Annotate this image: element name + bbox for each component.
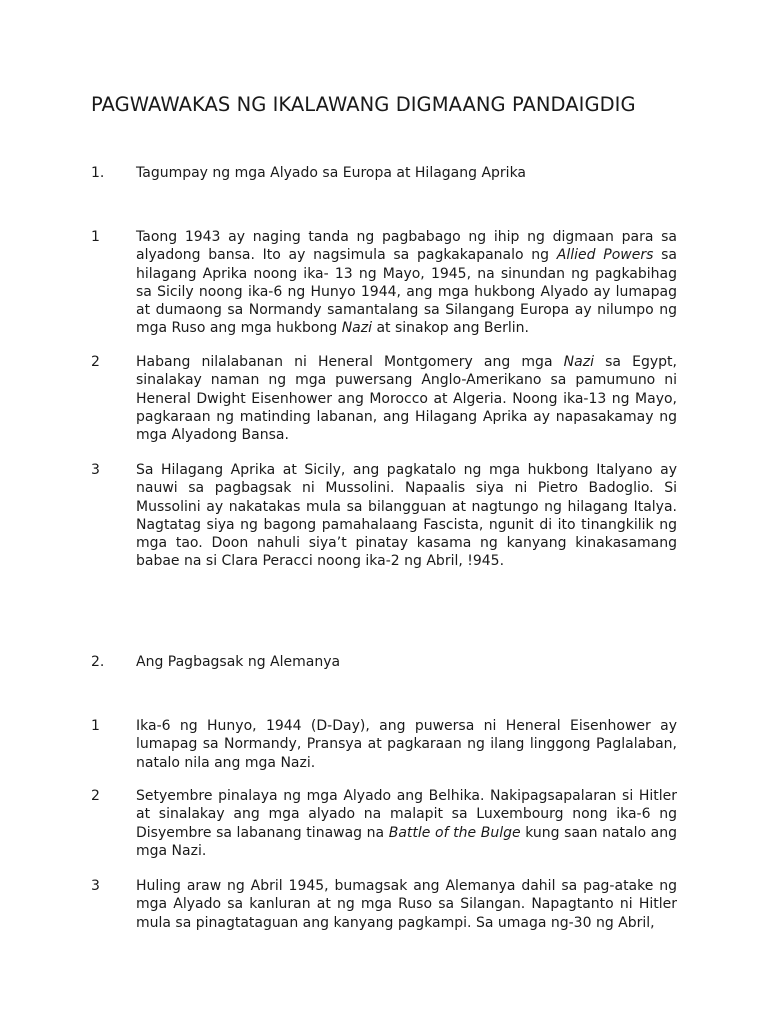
item-number: 3	[91, 878, 100, 894]
text-run: Sa Hilagang Aprika at Sicily, ang pagkatalo ng mga hukbong Italyano ay nauwi sa pagbagsak ni Mussolini. Napaalis siya ni Pietro Badoglio. Si Mussolini ay nakatakas mula sa bilangguan at nagtungo ng hilagang Italya. Nagtatag siya ng bagong pamahalaang Fascista, ngunit di ito tinangkilik ng mga tao. Doon nahuli siya’t pinatay kasama ng kanyang kinakasamang babae na si Clara Peracci noong ika-2 ng Abril, !945.	[136, 462, 677, 570]
text-run: sa Egypt, sinalakay naman ng mga puwersang Anglo-Amerikano sa pamumuno ni Heneral Dwight Eisenhower ang Morocco at Algeria. Noong ika-13 ng Mayo, pagkaraan ng matinding labanan, ang Hilagang Aprika ay napasakamay ng mga Alyadong Bansa.	[136, 354, 677, 444]
item-paragraph	[136, 228, 677, 338]
italic-text-run: Nazi	[341, 320, 372, 337]
text-run: Taong 1943 ay naging tanda ng pagbabago ng ihip ng digmaan para sa alyadong bansa. Ito ay nagsimula sa pagkakapanalo ng	[136, 229, 677, 264]
item-number: 1	[91, 718, 100, 734]
item-paragraph	[136, 787, 677, 860]
italic-text-run: Battle of the Bulge	[388, 824, 521, 841]
section-number: 1.	[91, 165, 105, 181]
text-run: Huling araw ng Abril 1945, bumagsak ang Alemanya dahil sa pag-atake ng mga Alyado sa kanluran at ng mga Ruso sa Silangan. Napagtanto ni Hitler mula sa pinagtataguan ang kanyang pagkampi. Sa umaga ng-30 ng Abril,	[136, 878, 677, 931]
text-run: sa hilagang Aprika noong ika- 13 ng Mayo, 1945, na sinundan ng pagkabihag sa Sicily noong ika-6 ng Hunyo 1944, ang mga hukbong Alyado ay lumapag at dumaong sa Normandy samantalang sa Silangang Europa ay nilumpo ng mga Ruso ang mga hukbong	[136, 247, 677, 337]
item-paragraph	[136, 461, 677, 571]
item-paragraph	[136, 353, 677, 444]
document-title: PAGWAWAKAS NG IKALAWANG DIGMAANG PANDAIGDIG	[91, 93, 636, 116]
italic-text-run: Allied Powers	[556, 247, 654, 264]
item-paragraph	[136, 717, 677, 772]
item-number: 2	[91, 788, 100, 804]
text-run: Setyembre pinalaya ng mga Alyado ang Belhika. Nakipagsapalaran si Hitler at sinalakay ang mga alyado na malapit sa Luxembourg nong ika-6 ng Disyembre sa labanang tinawag na	[136, 788, 677, 841]
text-run: Habang nilalabanan ni Heneral Montgomery ang mga	[136, 354, 564, 370]
text-run: kung saan natalo ang mga Nazi.	[136, 824, 678, 859]
section-number: 2.	[91, 654, 105, 670]
section-heading-text: Tagumpay ng mga Alyado sa Europa at Hilagang Aprika	[136, 165, 527, 181]
italic-text-run: Nazi	[563, 354, 594, 370]
text-run: Ika-6 ng Hunyo, 1944 (D-Day), ang puwersa ni Heneral Eisenhower ay lumapag sa Normandy, Pransya at pagkaraan ng ilang linggong Paglalaban, natalo nila ang mga Nazi.	[136, 718, 677, 771]
item-number: 3	[91, 462, 100, 478]
text-run: at sinakop ang Berlin.	[372, 320, 529, 337]
section-heading-text: Ang Pagbagsak ng Alemanya	[136, 654, 341, 670]
item-number: 2	[91, 354, 100, 370]
item-paragraph	[136, 877, 677, 932]
item-number: 1	[91, 229, 100, 245]
